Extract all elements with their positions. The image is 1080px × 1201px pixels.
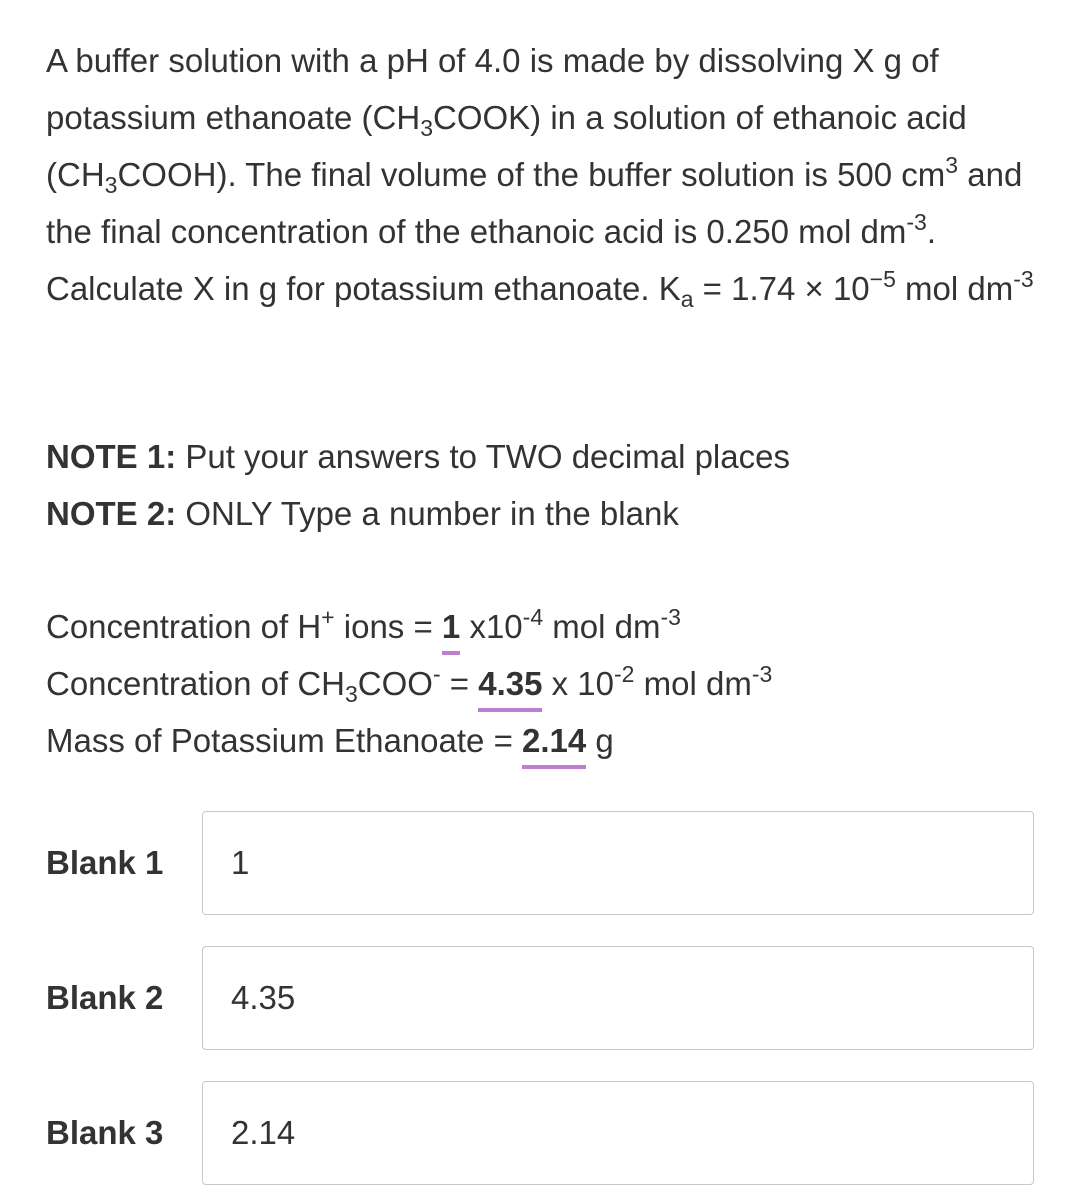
blank-1-input[interactable] bbox=[202, 811, 1034, 915]
question-paragraph bbox=[46, 32, 1036, 317]
subscript: 3 bbox=[344, 681, 358, 707]
answer-summary bbox=[46, 598, 772, 769]
question-text-part: A buffer solution with a pH of 4.0 is made by dissolving X g of potassium ethanoate (CH bbox=[46, 42, 939, 136]
superscript: - bbox=[432, 661, 441, 687]
acetate-label: Concentration of CH bbox=[46, 665, 345, 702]
mass-unit: g bbox=[586, 722, 614, 759]
mass-answer: 2.14 bbox=[522, 721, 586, 769]
blank-2-label: Blank 2 bbox=[46, 979, 164, 1016]
superscript: -2 bbox=[614, 661, 635, 687]
note-2-label: NOTE 2: bbox=[46, 495, 177, 532]
h-ion-unit: mol dm bbox=[543, 608, 661, 645]
question-text-part: and the final concentration of the ethanoic acid is 0.250 mol dm bbox=[46, 156, 1023, 250]
superscript: -3 bbox=[1013, 266, 1034, 292]
h-ion-label: x10 bbox=[460, 608, 523, 645]
blank-3-input[interactable] bbox=[202, 1081, 1034, 1185]
acetate-label: x 10 bbox=[542, 665, 615, 702]
mass-line bbox=[46, 712, 772, 769]
superscript: -4 bbox=[522, 604, 544, 630]
question-text bbox=[46, 32, 1036, 317]
note-1-label: NOTE 1: bbox=[46, 438, 177, 475]
acetate-unit: mol dm bbox=[634, 665, 752, 702]
h-ion-answer: 1 bbox=[442, 607, 460, 655]
superscript: -3 bbox=[660, 604, 681, 630]
superscript: −5 bbox=[869, 266, 896, 292]
question-text-part: . Calculate X in g for potassium ethanoate. K bbox=[46, 213, 936, 307]
superscript: 3 bbox=[945, 152, 959, 178]
mass-label: Mass of Potassium Ethanoate = bbox=[46, 722, 523, 759]
note-2 bbox=[46, 485, 790, 542]
notes bbox=[46, 428, 790, 542]
blank-1-label: Blank 1 bbox=[46, 844, 164, 881]
subscript: 3 bbox=[420, 115, 433, 141]
blank-row-3 bbox=[46, 1081, 1036, 1187]
superscript: -3 bbox=[751, 661, 773, 687]
note-1-text: Put your answers to TWO decimal places bbox=[176, 438, 790, 475]
question-text-part: COOH). The final volume of the buffer solution is 500 cm bbox=[117, 156, 946, 193]
h-ion-label: ions = bbox=[334, 608, 442, 645]
question-text-part: COOK) in a solution of ethanoic acid (CH bbox=[46, 99, 967, 193]
h-ion-label: Concentration of H bbox=[46, 608, 322, 645]
acetate-answer: 4.35 bbox=[478, 664, 542, 712]
acetate-label: COO bbox=[357, 665, 433, 702]
blank-row-1 bbox=[46, 811, 1036, 917]
blank-2-input[interactable] bbox=[202, 946, 1034, 1050]
h-ion-line bbox=[46, 598, 772, 655]
acetate-label: = bbox=[440, 665, 479, 702]
question-text-part: = 1.74 × 10 bbox=[693, 270, 870, 307]
note-1 bbox=[46, 428, 790, 485]
note-2-text: ONLY Type a number in the blank bbox=[176, 495, 679, 532]
superscript: + bbox=[321, 604, 335, 630]
superscript: -3 bbox=[906, 209, 927, 235]
acetate-line bbox=[46, 655, 772, 712]
blank-3-label: Blank 3 bbox=[46, 1114, 164, 1151]
subscript: 3 bbox=[104, 172, 118, 198]
subscript: a bbox=[680, 286, 694, 312]
question-text-part: mol dm bbox=[895, 270, 1014, 307]
blank-row-2 bbox=[46, 946, 1036, 1052]
